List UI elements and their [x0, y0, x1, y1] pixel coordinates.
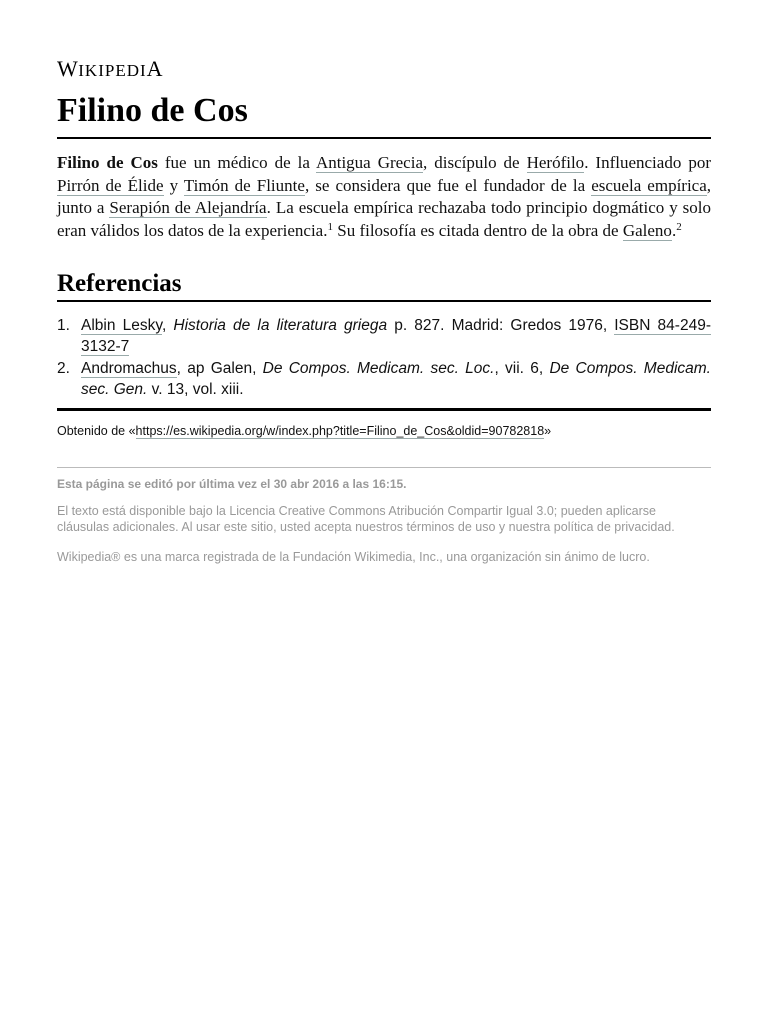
footer-divider	[57, 467, 711, 468]
link-timon-de-fliunte[interactable]: Timón de Fliunte	[183, 175, 305, 195]
link-isbn[interactable]: ISBN 84-249-3132-7	[81, 317, 711, 355]
trademark-text: Wikipedia® es una marca registrada de la Fundación Wikimedia, Inc., una organización sin ánimo de lucro.	[57, 550, 650, 564]
link-albin-lesky[interactable]: Albin Lesky	[81, 317, 162, 334]
link-antigua-grecia[interactable]: Antigua Grecia	[315, 153, 423, 172]
link-escuela-empirica[interactable]: escuela empírica	[591, 175, 707, 195]
title-divider	[57, 137, 711, 139]
footnote-ref-1[interactable]: 1	[327, 220, 333, 233]
intro-paragraph: Filino de Cos fue un médico de la Antigua Grecia, discípulo de Herófilo. Influenciado por Pirrón de Élide y Timón de Fliunte, se considera que fue el fundador de la escuela empírica, junto a Serapión de Alejandría. La escuela empírica rechazaba todo principio dogmático y solo eran válidos los datos de la experiencia.$^1$ Su filosofía es citada dentro de la obra de Galeno.$^2$	[57, 153, 712, 240]
logo-letters-mid: IKIPEDI	[78, 61, 147, 80]
last-modified-text: Esta página se editó por última vez el 30 abr 2016 a las 16:15.	[57, 477, 407, 491]
references-divider	[57, 300, 711, 302]
content-end-divider	[57, 408, 711, 411]
link-serapion-de-alejandria[interactable]: Serapión de Alejandría	[109, 198, 267, 217]
page-title: Filino de Cos	[57, 92, 248, 129]
link-herofilo[interactable]: Herófilo	[526, 153, 585, 172]
retrieved-from: Obtenido de «https://es.wikipedia.org/w/index.php?title=Filino_de_Cos&oldid=90782818»	[57, 424, 552, 438]
logo-letter-last: A	[146, 56, 164, 81]
link-andromachus[interactable]: Andromachus	[81, 360, 177, 377]
license-text: El texto está disponible bajo la Licencia Creative Commons Atribución Compartir Igual 3.0; pueden aplicarse cláusulas adicionales. Al usar este sitio, usted acepta nuestros términos de uso y nuestra política de privacidad.	[57, 504, 675, 534]
link-galeno[interactable]: Galeno	[622, 220, 672, 240]
logo-letter-first: W	[57, 56, 79, 81]
references-list	[57, 315, 711, 401]
article-subject: Filino de Cos	[57, 153, 158, 172]
reference-item: 1. Albin Lesky, Historia de la literatura griega p. 827. Madrid: Gredos 1976, ISBN 84-249-3132-7	[57, 317, 711, 355]
reference-item: 2. Andromachus, ap Galen, De Compos. Medicam. sec. Loc., vii. 6, De Compos. Medicam. sec. Gen. v. 13, vol. xiii.	[57, 360, 711, 398]
link-pirron-de-elide[interactable]: Pirrón de Élide	[57, 175, 164, 195]
footnote-ref-2[interactable]: 2	[676, 220, 682, 233]
permanent-link[interactable]: https://es.wikipedia.org/w/index.php?title=Filino_de_Cos&oldid=90782818	[135, 424, 545, 438]
wikipedia-logo[interactable]	[57, 56, 163, 82]
references-heading: Referencias	[57, 270, 182, 297]
